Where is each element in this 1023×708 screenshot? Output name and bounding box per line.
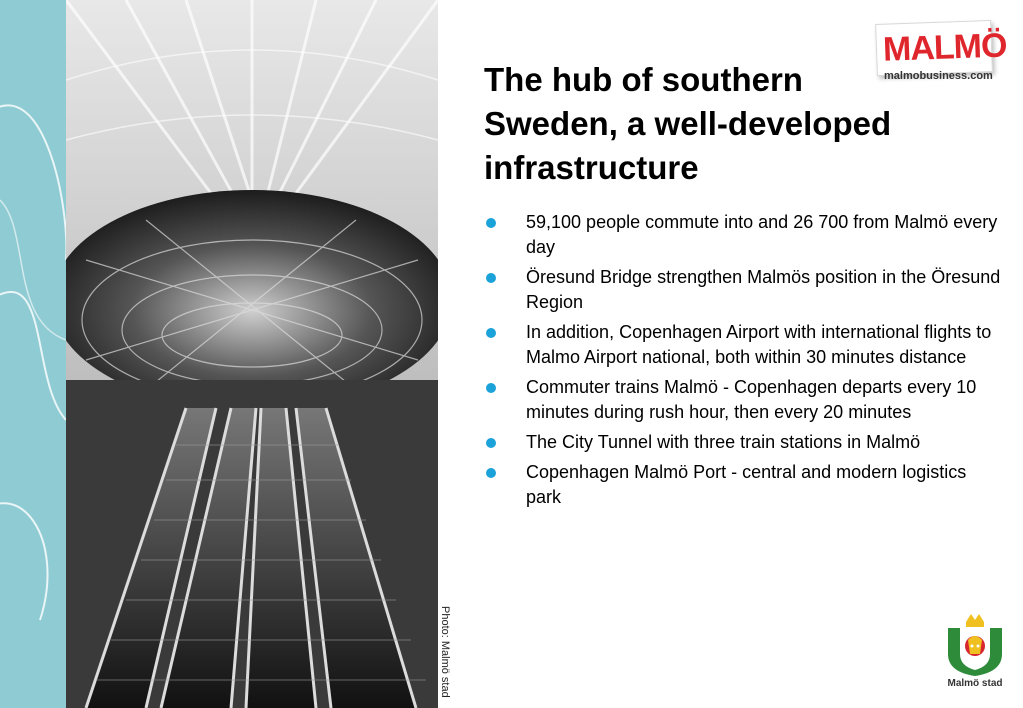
bullet-text: 59,100 people commute into and 26 700 from Malmö every day bbox=[526, 212, 998, 257]
station-escalator-photo bbox=[66, 0, 438, 708]
bullet-text: Commuter trains Malmö - Copenhagen departs every 10 minutes during rush hour, then every 20 minutes bbox=[526, 377, 977, 422]
bullet-text: The City Tunnel with three train stations in Malmö bbox=[526, 432, 921, 452]
round-bullet-icon bbox=[486, 273, 496, 283]
malmo-coat-of-arms-icon bbox=[944, 610, 1006, 678]
malmo-stad-crest bbox=[944, 610, 1006, 704]
round-bullet-icon bbox=[486, 438, 496, 448]
bullet-item bbox=[484, 320, 1004, 370]
bullet-item bbox=[484, 265, 1004, 315]
bullet-item bbox=[484, 430, 1004, 455]
crest-label: Malmö stad bbox=[947, 678, 1003, 689]
round-bullet-icon bbox=[486, 468, 496, 478]
bullet-text: In addition, Copenhagen Airport with international flights to Malmo Airport national, both within 30 minutes distance bbox=[526, 322, 992, 367]
bullet-item bbox=[484, 460, 1004, 510]
bullet-item bbox=[484, 210, 1004, 260]
round-bullet-icon bbox=[486, 328, 496, 338]
round-bullet-icon bbox=[486, 218, 496, 228]
bullet-item bbox=[484, 375, 1004, 425]
bullet-list bbox=[484, 210, 1004, 515]
round-bullet-icon bbox=[486, 383, 496, 393]
photo-credit-text: Photo: Malmö stad bbox=[439, 606, 451, 698]
photo-credit bbox=[438, 604, 454, 708]
bullet-text: Öresund Bridge strengthen Malmös position in the Öresund Region bbox=[526, 267, 1001, 312]
decorative-side-band bbox=[0, 0, 66, 708]
logo-wordmark: MALMÖ bbox=[882, 26, 1008, 69]
bullet-text: Copenhagen Malmö Port - central and modern logistics park bbox=[526, 462, 967, 507]
logo-url: malmobusiness.com bbox=[884, 70, 993, 82]
slide-title: The hub of southern Sweden, a well-developed infrastructure bbox=[484, 61, 892, 186]
